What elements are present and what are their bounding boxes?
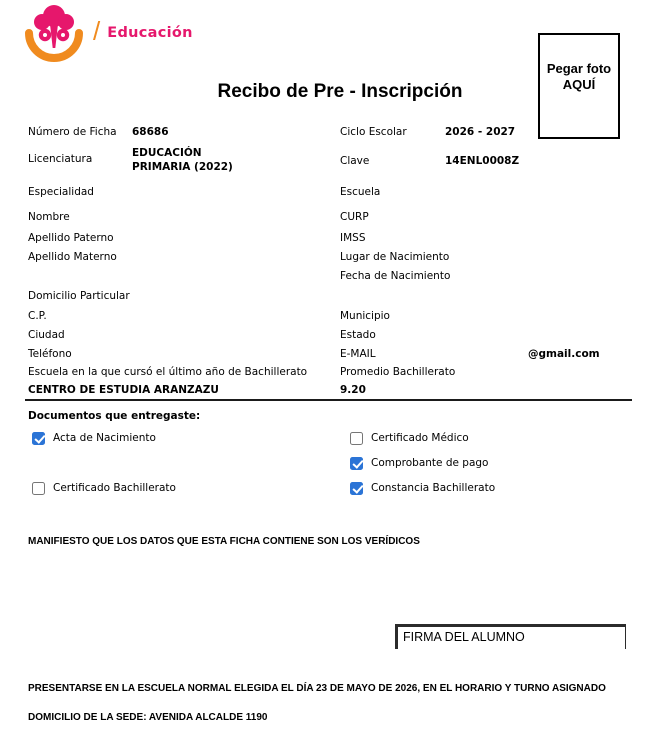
cp-label: C.P. bbox=[28, 310, 47, 322]
checkbox-unchecked-icon[interactable] bbox=[350, 432, 363, 445]
jalisco-flower-icon bbox=[20, 3, 86, 63]
apellido-paterno-label: Apellido Paterno bbox=[28, 232, 114, 244]
municipio-label: Municipio bbox=[340, 310, 390, 322]
escuela-bachillerato-label: Escuela en la que cursó el último año de Bachillerato bbox=[28, 366, 308, 378]
documents-heading: Documentos que entregaste: bbox=[28, 410, 201, 422]
ciclo-escolar-value: 2026 - 2027 bbox=[445, 126, 516, 138]
ciclo-escolar-label: Ciclo Escolar bbox=[340, 126, 407, 138]
curp-label: CURP bbox=[340, 211, 369, 223]
presentation-statement: PRESENTARSE EN LA ESCUELA NORMAL ELEGIDA EL DÍA 23 DE MAYO DE 2026, EN EL HORARIO Y TURNO ASIGNADO bbox=[28, 683, 606, 694]
licenciatura-label: Licenciatura bbox=[28, 153, 93, 165]
educacion-logo bbox=[20, 2, 193, 64]
apellido-materno-label: Apellido Materno bbox=[28, 251, 117, 263]
domicilio-particular-label: Domicilio Particular bbox=[28, 290, 130, 302]
signature-label: FIRMA DEL ALUMNO bbox=[403, 630, 525, 644]
lugar-nacimiento-label: Lugar de Nacimiento bbox=[340, 251, 450, 263]
checkbox-label: Certificado Médico bbox=[371, 432, 469, 444]
checkbox-checked-icon[interactable] bbox=[32, 432, 45, 445]
ciudad-label: Ciudad bbox=[28, 329, 65, 341]
checkbox-item-constancia-bachillerato[interactable] bbox=[350, 480, 495, 496]
checkbox-checked-icon[interactable] bbox=[350, 482, 363, 495]
checkbox-item-certificado-bachillerato[interactable] bbox=[32, 480, 176, 496]
checkbox-checked-icon[interactable] bbox=[350, 457, 363, 470]
numero-ficha-label: Número de Ficha bbox=[28, 126, 117, 138]
promedio-bachillerato-label: Promedio Bachillerato bbox=[340, 366, 456, 378]
escuela-label: Escuela bbox=[340, 186, 381, 198]
clave-label: Clave bbox=[340, 155, 370, 167]
logo-slash: / bbox=[93, 15, 101, 46]
clave-value: 14ENL0008Z bbox=[445, 155, 520, 167]
signature-box bbox=[395, 624, 626, 649]
photo-box-line2: AQUÍ bbox=[562, 77, 596, 92]
manifest-statement: MANIFIESTO QUE LOS DATOS QUE ESTA FICHA CONTIENE SON LOS VERÍDICOS bbox=[28, 536, 420, 547]
sede-statement: DOMICILIO DE LA SEDE: AVENIDA ALCALDE 1190 bbox=[28, 712, 268, 723]
email-value: @gmail.com bbox=[528, 348, 600, 360]
checkbox-unchecked-icon[interactable] bbox=[32, 482, 45, 495]
checkbox-item-certificado-medico[interactable] bbox=[350, 430, 469, 446]
logo-brand-text: Educación bbox=[107, 25, 193, 41]
especialidad-label: Especialidad bbox=[28, 186, 94, 198]
fecha-nacimiento-label: Fecha de Nacimiento bbox=[340, 270, 451, 282]
checkbox-item-acta-nacimiento[interactable] bbox=[32, 430, 156, 446]
photo-box-line1: Pegar foto bbox=[546, 60, 612, 76]
numero-ficha-value: 68686 bbox=[132, 126, 169, 138]
page-title: Recibo de Pre - Inscripción bbox=[217, 81, 463, 102]
checkbox-item-comprobante-pago[interactable] bbox=[350, 455, 488, 471]
promedio-bachillerato-value: 9.20 bbox=[340, 384, 366, 396]
estado-label: Estado bbox=[340, 329, 376, 341]
email-label: E-MAIL bbox=[340, 348, 376, 360]
checkbox-label: Comprobante de pago bbox=[371, 457, 489, 469]
licenciatura-value: EDUCACIÓN PRIMARIA (2022) bbox=[132, 147, 233, 174]
section-divider bbox=[25, 399, 632, 401]
escuela-bachillerato-value: CENTRO DE ESTUDIA ARANZAZU bbox=[28, 384, 219, 396]
telefono-label: Teléfono bbox=[28, 348, 72, 360]
checkbox-label: Certificado Bachillerato bbox=[53, 482, 176, 494]
checkbox-label: Acta de Nacimiento bbox=[53, 432, 156, 444]
imss-label: IMSS bbox=[340, 232, 366, 244]
nombre-label: Nombre bbox=[28, 211, 70, 223]
checkbox-label: Constancia Bachillerato bbox=[371, 482, 496, 494]
